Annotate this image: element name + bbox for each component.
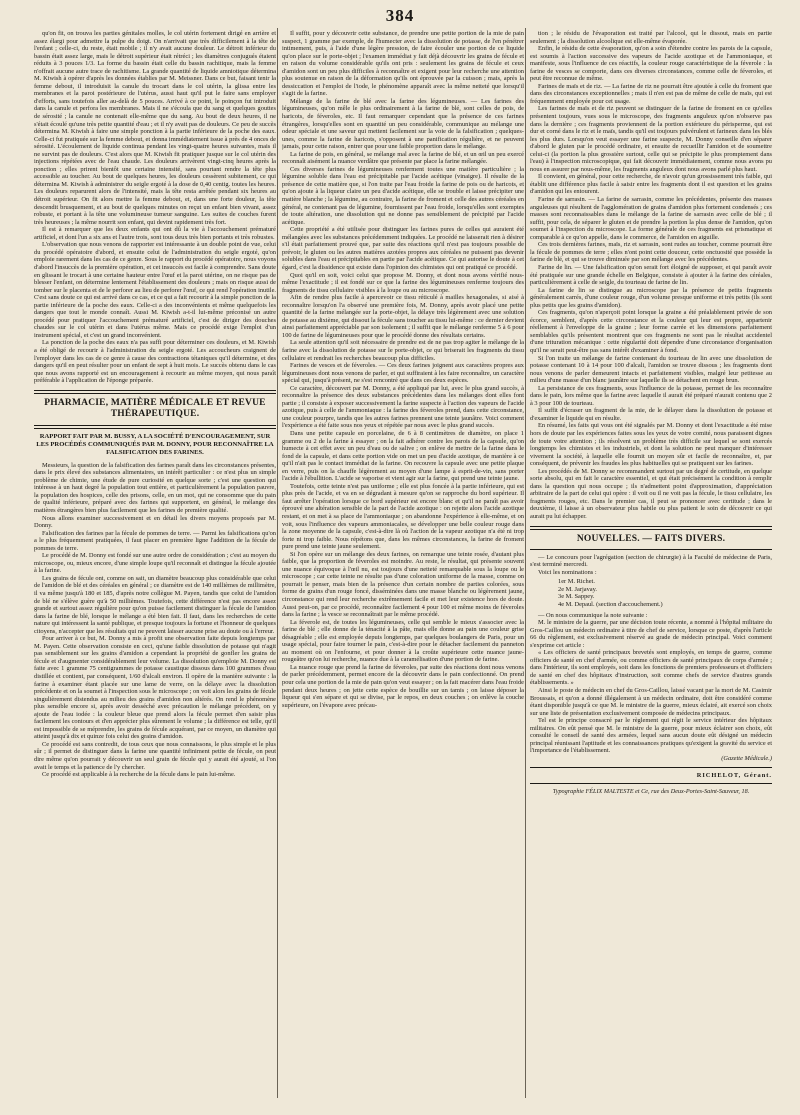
page-number: 384 (385, 6, 415, 25)
printer-imprint: Typographie FÉLIX MALTESTE et Ce, rue des Deux-Portes-Saint-Sauveur, 18. (552, 788, 750, 796)
article-paragraph: La féverole est, de toutes les légumineuses, celle qui semble le mieux s'associer avec la farine de blé ; elle donne de la ténacité à la pâte, mais elle donne au pain une couleur grise désagréable ; elle est employée depuis longtemps, par quelques boulangers de Paris, pour un usage spécial, pour faire tourner le pain, c'est-à-dire pour le détacher facilement du panneton au moment où on l'enfourne, et pour donner à la croûte supérieure cette nuance jaune-rougeâtre qu'on lui recherche, nuance due à la caramélisation d'une portion de farine. (282, 618, 524, 664)
article-paragraph: Farines de vesces et de féveroles. — Ces deux farines joignent aux caractères propres aux légumineuses dont nous venons de parler, et qui suffiraient à les faire reconnaître, un caractère spécial qui, jusqu'à présent, ne s'est rencontré que dans ces deux espèces. (282, 362, 524, 385)
nominee-item: 2e M. Jarjavay. (558, 585, 597, 593)
nominee-list (558, 578, 772, 608)
article-paragraph: Toutefois, cette teinte n'est pas uniforme ; elle est plus foncée à la partie inférieure, qui est plus près de l'acide, et va en se dégradant à mesure qu'on se rapproche du bord supérieur. Il faut arrêter l'opération lorsque ce bord supérieur est encore blanc et qu'il ne paraît pas avoir éprouvé une altération sensible de la part de l'acide azotique : on rejette alors l'acide azotique restant, et on met à sa place de l'ammoniaque ; on abandonne l'expérience à elle-même, et on voit, sous l'influence des vapeurs ammoniacales, se développer une belle couleur rouge dans la zone moyenne de la capsule, c'est-à-dire là où l'action de la vapeur azotique n'a été ni trop forte ni trop faible. Nous répétons que, dans les mêmes circonstances, la farine de froment pure prend une teinte jaune seulement. (282, 482, 524, 551)
report-title: RAPPORT FAIT PAR M. BUSSY, A LA SOCIÉTÉ D'ENCOURAGEMENT, SUR LES PROCÉDÉS COMMUNIQUÉS PAR M. DONNY, POUR RECONNAÎTRE LA FALSIFICATION DES FARINES. (36, 432, 274, 456)
article-paragraph: Le procédé de M. Donny est fondé sur une autre ordre de considération ; c'est au moyen du microscope, ou, mieux encore, d'une simple loupe qu'il reconnaît et distingue la fécule ajoutée à la farine. (34, 552, 276, 575)
column-divider (525, 28, 526, 1098)
article-paragraph: La farine de pois, en général, se mélange mal avec la farine de blé, et un œil un peu exercé reconnaît aisément la nuance verdâtre que présente par place la farine mélangée. (282, 150, 524, 166)
article-paragraph: Falsification des farines par la fécule de pommes de terre. — Parmi les falsifications qu'on a le plus fréquemment pratiquées, il faut placer en première ligne l'addition de la fécule de pommes de terre. (34, 529, 276, 552)
article-paragraph: La persistance de ces fragments, sous l'influence de la potasse, permet de les reconnaître dans le pain, lors même que la farine avec laquelle il aurait été préparé n'aurait contenu que 2 à 3 pour 100 de tourteau. (530, 384, 772, 407)
article-paragraph: Afin de rendre plus facile à apercevoir ce tissu réticulé à mailles hexagonales, si aisé à reconnaître lorsqu'on l'a observé une première fois, M. Donny, après avoir placé une petite quantité de la farine mélangée sur la porte-objet, la délaye très légèrement avec une solution de potasse au dixième, qui dissout la fécule sans toucher au tissu lui-même : ce dernier devient ainsi parfaitement appréciable par son isolement ; il suffit que le mélange renferme 5 à 6 pour 100 de farine de légumineuses pour que le procédé donne des résultats certains. (282, 294, 524, 339)
column-2 (282, 30, 524, 1090)
column-divider (277, 28, 278, 1098)
article-paragraph: En résumé, les faits qui vous ont été signalés par M. Donny et dont l'exactitude a été mise hors de doute par les expériences faites sous les yeux de votre comité, nous paraissent dignes de toute votre attention ; ils résolvent un problème très difficile sur lequel se sont exercés longtemps les chimistes et les industriels, et dont la solution ne peut manquer d'intéresser vivement la société, à laquelle elle fournit un moyen sûr et facile de reconnaître, et, par conséquent, de prévenir les fraudes les plus habituelles qui se pratiquent sur les farines. (530, 422, 772, 468)
footer-divider (530, 767, 772, 768)
source-credit: (Gazette Médicale.) (721, 754, 772, 762)
footer-divider (530, 783, 772, 784)
article-paragraph: Enfin, le résidu de cette évaporation, qu'on a soin d'étendre contre les parois de la capsule, est soumis à l'action successive des vapeurs de l'acide azotique et de l'ammoniaque, et manifeste, sous l'influence de ces réactifs, la couleur rouge caractéristique de la féverole : la farine de vesces se comporte, dans ces diverses circonstances, comme celle de féveroles, et peut être reconnue de même. (530, 45, 772, 83)
article-paragraph: Farine de lin. — Une falsification qu'on serait fort éloigné de supposer, et qui paraît avoir été pratiquée sur une grande échelle en Belgique, consiste à ajouter à la farine des céréales, particulièrement à celle de seigle, du tourteau de farine de lin. (530, 263, 772, 287)
article-paragraph: Farine de sarrasin. — La farine de sarrasin, comme les précédentes, présente des masses anguleuses qui résultent de l'agglomération de grains d'amidon plus fortement condensés ; ces masses sont reconnaissables dans le mélange de la farine de sarrasin avec celle de blé ; il suffit, pour cela, de séparer le gluten et de prendre la portion la plus dense de l'amidon, qu'on soumet à l'inspection du microscope. La forme générale de ces fragments est prismatique et comparable à ce qu'on appelle, dans le commerce, de l'amidon en aiguille. (530, 196, 772, 241)
article-paragraph: Il est à remarquer que les deux enfants qui ont dû la vie à l'accouchement prématuré artificiel, et dont l'un a six ans et l'autre trois, sont tous deux très bien portants et très robustes. (34, 226, 276, 241)
news-title: NOUVELLES. — FAITS DIVERS. (576, 533, 726, 544)
section-divider (34, 425, 276, 429)
article-paragraph: Ce procédé est sans contredit, de tous ceux que nous connaissons, le plus simple et le plus sûr ; il permet de distinguer dans la farine une quantité infiniment petite de fécule, on peut dire même qu'on pourrait y découvrir un seul grain de fécule qui y aurait été ajouté, si l'on avait le temps et la patience de l'y chercher. (34, 740, 276, 771)
editor-signature: RICHELOT, Gérant. (696, 771, 772, 779)
nominee-item: 3e M. Sappey. (558, 593, 595, 601)
news-paragraph: M. le ministre de la guerre, par une décision toute récente, a nommé à l'hôpital militaire du Gros-Caillou un médecin ordinaire à titre de chef de service, lorsque ce poste, d'après l'article 66 du règlement, est exclusivement réservé au grade de médecin principal. Voici comment s'exprime cet article : (530, 619, 772, 649)
article-paragraph: Les procédés de M. Donny se recommandent surtout par un degré de certitude, en quelque sorte absolu, qui en fait le caractère essentiel, et qui était précisément la condition à remplir dans la question qui nous occupe ; ils n'admettent point d'approximation, d'appréciation arbitraire de la part de celui qui opère : il voit ou il ne voit pas la fécule, le tissu cellulaire, les fragments rouges, etc. Dans le premier cas, il peut se prononcer avec certitude ; dans le deuxième, il laisse à un observateur plus habile ou plus patient le soin de découvrir ce qui aurait pu lui échapper. (530, 467, 772, 520)
article-paragraph: L'observation que nous venons de rapporter est intéressante à un double point de vue, celui du procédé opératoire d'abord, et ensuite celui de l'administration du seigle ergoté, qu'on emploie rarement dans les cas de ce genre. Sous le rapport du procédé opératoire, nous voyons d'abord l'insuccès de la première opération, et cet insuccès est facile à comprendre. Sans doute en glissant le trocart à une certaine hauteur entre l'œuf et la paroi utérine, on ne risque pas de blesser l'enfant, on détermine lentement l'établissement des douleurs ; mais on risque aussi de tomber sur le placenta et de le perforer au lieu de perforer l'œuf, ce qui rend l'opération inutile. C'est sans doute ce qui est arrivé dans ce cas, et ce qui a fait recourir à la simple ponction de la partie inférieure de la poche des eaux. Celle-ci a des inconvénients et même quelquefois les dangers que tout le monde connaît. Aussi M. Kiwish a-t-il lui-même préconisé un autre procédé pour pratiquer l'accouchement prématuré artificiel, c'est de diriger des douches chaudes sur le col utérin et dans l'utérus même. Mais ce procédé exige l'emploi d'un instrument spécial, et c'est un grand inconvénient. (34, 241, 276, 339)
article-paragraph: Farines de maïs et de riz. — La farine de riz ne pourrait être ajoutée à celle du froment que dans des circonstances exceptionnelles ; mais il n'en est pas de même de celle de maïs, qui est fréquemment employée pour cet usage. (530, 82, 772, 105)
section-divider (530, 549, 772, 550)
news-paragraph: — Le concours pour l'agrégation (section de chirurgie) à la Faculté de médecine de Paris, s'est terminé mercredi. (530, 553, 772, 569)
article-paragraph: La seule attention qu'il soit nécessaire de prendre est de ne pas trop agiter le mélange de la farine avec la dissolution de potasse sur le porte-objet, ce qui briserait les fragments du tissu cellulaire et rendrait les recherches beaucoup plus difficiles. (282, 339, 524, 362)
article-paragraph: Messieurs, la question de la falsification des farines paraît dans les circonstances présentes, dans le prix élevé des substances alimentaires, un intérêt particulier : ce n'est plus un simple problème de chimie, une étude de pure curiosité en quelque sorte ; c'est une question qui intéresse à un haut degré la population tout entière, et particulièrement la population pauvre, la population des hospices, celle des prisons, celle, en un mot, qui ne consomme que du pain de qualité inférieure, préparé avec des farines qui supportent, en général, le mélange des matières étrangères bien plus facilement que les farines de première qualité. (34, 461, 276, 514)
article-paragraph: Cette propriété a été utilisée pour distinguer les farines pures de celles qui auraient été mélangées avec les substances précédemment indiquées. Le procédé ne laisserait rien à désirer s'il était parfaitement prouvé que, par suite des réactions qu'il n'est pas toujours possible de prévoir, le gluten ou les autres matières azotées propres aux céréales ne puissent pas devenir solubles dans l'eau et précipitables en partie par l'acide acétique. Ce qui autorise le doute à cet égard, c'est la dissidence qui existe dans l'opinion des chimistes qui ont pratiqué ce procédé. (282, 226, 524, 271)
section-divider (34, 390, 276, 394)
nominee-item: 4e M. Depaul. (section d'accouchement.) (558, 600, 663, 608)
article-paragraph: Nous allons examiner successivement et en détail les divers moyens proposés par M. Donny. (34, 514, 276, 530)
nominees-label: Voici les nominations : (538, 568, 597, 576)
nominee-item: 1er M. Richet. (558, 578, 595, 586)
article-paragraph: Il convient, en général, pour cette recherche, de n'avoir qu'un grossissement très faible, qui établit une différence plus facile à saisir entre les fragments dont il est question et les grains d'amidon qui les entourent. (530, 173, 772, 196)
article-paragraph: Pour arriver à ce but, M. Donny a mis à profit une observation faite depuis longtemps par M. Payen. Cette observation consiste en ceci, qu'une faible dissolution de potasse qui n'agit pas sensiblement sur les grains d'amidon a cependant la propriété de gonfler les grains de fécule et d'augmenter considérablement leur volume. La dissolution qu'emploie M. Donny est faite avec 1 gramme 75 centigrammes de potasse caustique dissous dans 100 grammes d'eau distillée et contient, par conséquent, 1/60 d'alcali environ. Il opère de la manière suivante : la farine à examiner étant placée sur une lame de verre, on la délaye avec la dissolution précédente et on la soumet à l'inspection sous le microscope ; on voit alors les grains de fécule singulièrement distendus au milieu des grains d'amidon non altérés. On rend le phénomène plus sensible encore si, après avoir desséché avec précaution le mélange précédent, on y ajoute de l'eau iodée : la couleur bleue que prend alors la fécule permet d'en saisir plus facilement les contours et d'en apprécier plus sûrement le volume ; la différence est telle, qu'il est impossible de se méprendre, les grains de fécule acquérant, par ce moyen, un diamètre qui atteint jusqu'à dix et quinze fois celui des grains d'amidon. (34, 635, 276, 741)
article-paragraph: La farine de lin se distingue au microscope par la présence de petits fragments généralement carrés, d'une couleur rouge, d'un volume presque uniforme et très petits (ils sont plus petits que les grains d'amidon). (530, 286, 772, 309)
column-3 (530, 30, 772, 1090)
article-paragraph: Ce procédé est applicable à la recherche de la fécule dans le pain lui-même. (42, 771, 236, 779)
article-paragraph: Ce caractère, découvert par M. Donny, a été appliqué par lui, avec le plus grand succès, à reconnaître la présence des deux substances précédentes dans les mélanges dont elles font partie ; il consiste à exposer successivement la farine suspecte à l'action des vapeurs de l'acide azotique, puis à celle de l'ammoniaque : la farine des féveroles prend, dans cette circonstance, une couleur pourpre, tandis que les autres farines prennent une teinte jaunâtre. Voici comment l'expérience a été faite sous nos yeux et répétée par nous avec le plus grand succès. (282, 384, 524, 430)
news-paragraph: — On nous communique la note suivante : (538, 611, 648, 619)
article-paragraph: Dans une petite capsule en porcelaine, de 6 à 8 centimètres de diamètre, on place 1 gramme ou 2 de la farine à essayer ; on la fait adhérer contre les parois de la capsule, qu'on humecte à cet effet avec un peu d'eau ou de salive ; on enlève de mettre de la farine dans le fond de la capsule, et dans cette portion vide on met un peu d'acide azotique, de manière à ce qu'il n'ait pas le contact immédiat de la farine. On recouvre la capsule avec une petite plaque en verre, puis on la chauffe légèrement au moyen d'une lampe à esprit-de-vin, sans porter l'acide à l'ébullition. L'acide se vaporise et vient agir sur la farine, qui prend une teinte jaune. (282, 429, 524, 483)
article-paragraph: Si l'on traite un mélange de farine contenant du tourteau de lin avec une dissolution de potasse contenant 10 à 14 pour 100 d'alcali, l'amidon se trouve dissous ; les fragments dont nous venons de parler demeurent intacts et parfaitement visibles, malgré leur petitesse au milieu d'une masse d'un blanc jaunâtre sur laquelle ils se détachent en rouge brun. (530, 354, 772, 385)
section-title: PHARMACIE, MATIÈRE MÉDICALE ET REVUE THÉRAPEUTIQUE. (44, 397, 266, 419)
article-paragraph: La nuance rouge que prend la farine de féveroles, par suite des réactions dont nous venons de parler précédemment, permet encore de la découvrir dans le pain confectionné. On prend pour cela une portion de la mie de pain qu'on veut essayer ; on la fait macérer dans l'eau froide pendant deux heures ; on jette cette espèce de bouillie sur un tamis ; on laisse déposer la liqueur qui s'en sépare et qui se divise, par le repos, en deux couches ; on enlève la couche supérieure, on l'évapore avec précau- (282, 663, 524, 709)
article-paragraph: Il suffit d'écraser un fragment de la mie, de le délayer dans la dissolution de potasse et d'examiner le liquide qui en résulte. (530, 407, 772, 422)
article-paragraph: tion ; le résidu de l'évaporation est traité par l'alcool, qui le dissout, mais en partie seulement ; la dissolution alcoolique est elle-même évaporée. (530, 30, 772, 45)
section-divider (530, 526, 772, 530)
article-paragraph: Ces diverses farines de légumineuses renferment toutes une matière particulière ; la légumine soluble dans l'eau est précipitable par l'acide acétique (vinaigre). Il résulte de la présence de cette matière que, si l'on traite par l'eau froide la farine de pois ou de haricots, et qu'on ajoute à la liqueur claire un peu d'acide acétique, elle se trouble et laisse précipiter une matière blanche ; la légumine, au contraire, la farine de froment et celle des autres céréales en général, ne contenant pas de légumine, fournissent par l'eau froide, lorsqu'elles sont exemptes de toute altération, une dissolution qui ne donne pas sensiblement de précipité par l'acide acétique. (282, 165, 524, 226)
news-paragraph: Tel est le principe consacré par le règlement qui régit le service intérieur des hôpitaux militaires. On eût pensé que M. le ministre de la guerre, pour mieux éclairer son choix, eût consulté le conseil de santé des armées, lequel sans aucun doute eût désigné un médecin principal réunissant l'aptitude et les connaissances pratiques qu'exigent la gravité du service et l'importance de l'établissement. (530, 717, 772, 755)
article-paragraph: Quoi qu'il en soit, voici celui que propose M. Donny, et dont nous avons vérifié nous-même l'exactitude ; il est fondé sur ce que la farine des légumineuses renferme toujours des fragments de tissu cellulaire visibles à la loupe ou au microscope. (282, 271, 524, 294)
article-paragraph: Les grains de fécule ont, comme on sait, un diamètre beaucoup plus considérable que celui de l'amidon de blé et des céréales en général ; ce diamètre est de 140 millièmes de millimètre, il va même jusqu'à 180 et 185, d'après notre collègue M. Payen, tandis que celui de l'amidon de blé ne s'élève guère qu'à 50 millièmes. Toutefois, cette différence n'est pas encore assez grande et surtout assez régulière pour qu'on puisse facilement distinguer la fécule de l'amidon dans la farine de blé, lorsque le mélange a été bien fait. Il faut, dans les recherches de cette nature qui intéressent la santé publique, et presque toujours la fortune et l'honneur de quelques citoyens, n'accepter que les résultats qui ne peuvent laisser aucune prise au doute ou à l'erreur. (34, 574, 276, 635)
news-paragraph: Ainsi le poste de médecin en chef du Gros-Caillou, laissé vacant par la mort de M. Casimir Broussais, et qu'on a donné illégalement à un médecin ordinaire, doit être considéré comme étant disponible jusqu'à ce que M. le ministre de la guerre, mieux éclairé, ait exercé son choix sur une liste de présentation exclusivement composée de médecins principaux. (530, 687, 772, 717)
article-paragraph: Si l'on opère sur un mélange des deux farines, on remarque une teinte rosée, d'autant plus faible, que la proportion de féveroles est moindre. Au reste, le résultat, qui présente souvent une nuance équivoque à l'œil nu, est toujours d'une netteté remarquable sous la loupe ou le microscope ; car cette teinte ne résulte pas d'une coloration uniforme de la masse, comme on pourrait le penser, mais bien de la présence d'un certain nombre de parties colorées, sous forme de grains d'un rouge foncé, disséminées dans une masse blanche ou légèrement jaune, circonstance qui rend leur recherche extrêmement facile et met leur existence hors de doute. Aussi peut-on, par ce procédé, reconnaître facilement 4 pour 100 et même moins de féveroles dans la farine ; la vesce se reconnaîtrait par le même procédé. (282, 550, 524, 619)
article-paragraph: Les farines de maïs et de riz peuvent se distinguer de la farine de froment en ce qu'elles présentent toujours, vues sous le microscope, des fragments anguleux qu'on n'observe pas dans la dernière ; ces fragments proviennent de la portion extérieure du périsperme, qui est dur et corné dans le riz et le maïs, tandis qu'il est toujours pulvérulent et farineux dans les blés les plus durs. Lorsqu'on veut essayer une farine suspecte, M. Donny conseille d'en séparer d'abord le gluten par le procédé ordinaire, et ensuite de recueillir l'amidon et de soumettre celui-ci (la portion la plus grossière surtout, celle qui se précipite le plus promptement dans l'eau) à l'inspection microscopique, qui fait découvrir immédiatement, comme nous avons pu nous en assurer par nous-même, les fragments anguleux dont nous avons parlé plus haut. (530, 105, 772, 173)
column-1 (34, 30, 276, 1090)
article-paragraph: Ces fragments, qu'on n'aperçoit point lorsque la graine a été préalablement privée de son écorce, semblent, d'après cette circonstance et la couleur qui leur est propre, appartenir réellement à l'enveloppe de la graine ; leur forme carrée et les dimensions parfaitement semblables qu'ils présentent montrent que ces fragments ne sont pas le résultat accidentel d'une trituration mécanique : cette régularité doit dépendre d'une circonstance d'organisation qu'il ne serait peut-être pas sans intérêt d'examiner à fond. (530, 309, 772, 354)
article-paragraph: Il suffit, pour y découvrir cette substance, de prendre une petite portion de la mie de pain suspect, 1 gramme par exemple, de l'humecter avec la dissolution de potasse, de l'en pénétrer intimement, puis, à l'aide d'une légère pression, de faire écouler une portion de ce liquide qu'on place sur le porte-objet ; l'examen immédiat y fait déjà découvrir les grains de fécule et en raison du volume considérable qu'ils ont pris : seulement les grains de fécule et ceux d'amidon sont un peu plus difficiles à reconnaître et exigent pour leur recherche une attention plus soutenue en raison de la déformation qu'ils ont éprouvée par la cuisson ; mais, après la dessiccation et l'emploi de l'iode, le phénomène apparaît avec la même netteté que lorsqu'il s'agit de la farine. (282, 30, 524, 98)
article-paragraph: Mélange de la farine de blé avec la farine des légumineuses. — Les farines des légumineuses, qu'on mêle le plus ordinairement à la farine de blé, sont celles de pois, de haricots, de féveroles, etc. Il faut remarquer cependant que la présence de ces farines étrangères, lorsqu'elles sont en quantité un peu considérable, communique au mélange une odeur spéciale et une saveur qui mettent facilement sur la voie de la falsification ; quelques-unes, comme la farine de haricots, s'opposent à une panification régulière, et ne peuvent jamais, pour cette raison, entrer que pour une faible proportion dans le mélange. (282, 97, 524, 151)
news-paragraph: « Les officiers de santé principaux brevetés sont employés, en temps de guerre, comme officiers de santé en chef d'armée, ou comme officiers de santé principaux de corps d'armée ; dans l'intérieur, ils sont employés, soit dans les fonctions de premiers professeurs et d'officiers de santé en chef des hôpitaux d'instruction, soit comme chefs de service d'autres grands établissements. » (530, 649, 772, 687)
article-paragraph: qu'on fit, on trouva les parties génitales molles, le col utérin fortement dirigé en arrière et assez élargi pour admettre la pulpe du doigt. On n'arrivait que très difficilement à la tête de l'enfant ; celle-ci, du reste, était mobile ; il n'y avait aucune douleur. Le détroit inférieur du bassin était assez large, mais le détroit supérieur était rétréci ; les diamètres conjugués étaient réduits à 3 pouces 1/3. La forme du bassin était celle du bassin rachitique, mais la femme n'offrait aucune autre trace de rachitisme. La grande quantité de liquide amniotique détermina M. Kiwish à opérer d'après les données établies par M. Meissner. Dans ce but, faisant tenir la femme debout, il introduisit la canule du trocart dans le col utérin, la glissa entre les membranes et la paroi postérieure de l'utérus, aussi haut qu'il put le faire sans employer d'efforts, sans toutefois aller au-delà de 5 pouces. Arrivé à ce point, le poinçon fut introduit dans la canule et perfora les membranes. Mais il ne s'écoula que du sang et quelques gouttes de sérosité ; la canule ne contenait elle-même que du sang. Au bout de deux heures, il ne s'était écoulé qu'une très petite quantité d'eau ; et il n'y avait pas de douleurs. Ce peu de succès détermina M. Kiwish à faire une simple ponction à la partie inférieure de la poche des eaux. Celle-ci fut pratiquée sur la femme debout, et donna immédiatement issue à près de 4 onces de sérosité. L'écoulement de liquide continua pendant les vingt-quatre heures suivantes, mais il ne survint pas de douleurs. C'est alors que M. Kiwish fit pratiquer jusque sur le col utérin des injections répétées avec de l'eau chaude. Les douleurs arrivèrent vingt-cinq heures après la ponction ; elles prirent bientôt une certaine intensité, sans pourtant rendre la tête plus accessible au toucher. Au bout de quelques heures, les douleurs cessèrent subitement, ce qui détermina M. Kiwish à administrer du seigle ergoté à la dose de 0,40 centig. toutes les heures. Les douleurs reparurent alors de l'intensité, mais la tête resta arrêtée pendant six heures au détroit supérieur. On fit alors mettre la femme debout, et, dans une forte douleur, la tête descendit brusquement, et au bout de quelques minutes on reçut un enfant bien vivant, assez robuste, et portant à la tête une volumineuse tumeur sanguine. Les suites de couches furent très heureuses ; la même nourrit son enfant, qui devint rapidement très fort. (34, 30, 276, 226)
article-paragraph: La ponction de la poche des eaux n'a pas suffi pour déterminer ces douleurs, et M. Kiwish a été obligé de recourir à l'administration du seigle ergoté. Les accoucheurs craignent de l'employer dans les cas de ce genre à cause des contractions tétaniques qu'il détermine, et des dangers qu'il en peut résulter pour un enfant de sept à huit mois. Le succès obtenu dans le cas que nous avons rapporté est un encouragement à recourir au même moyen, qui nous paraît préférable à l'application de l'éponge préparée. (34, 339, 276, 385)
article-paragraph: Ces trois dernières farines, maïs, riz et sarrasin, sont rudes au toucher, comme pourrait être la fécule de pommes de terre ; elles n'ont point cette douceur, cette onctuosité que possède la farine de blé, et qui se trouve diminuée par son mélange avec les précédentes. (530, 241, 772, 264)
